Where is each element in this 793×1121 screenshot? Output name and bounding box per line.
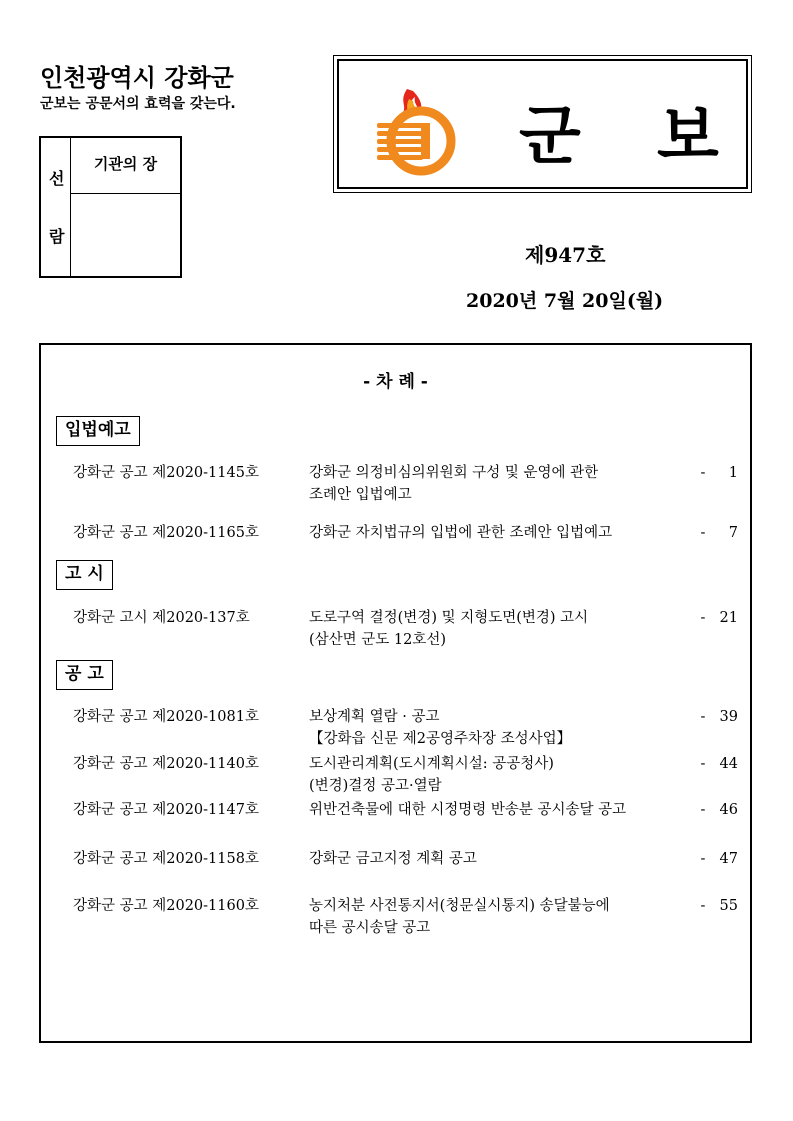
- entry-id: 강화군 공고 제2020-1140호: [73, 756, 259, 772]
- entry-page: 39: [719, 709, 738, 725]
- entry-title-line: 【강화읍 신문 제2공영주차장 조성사업】: [309, 731, 572, 747]
- issue-number: 제947호: [525, 243, 606, 267]
- entry-id: 강화군 공고 제2020-1165호: [73, 525, 259, 541]
- ganghwa-county-emblem-icon: [363, 79, 473, 179]
- table-of-contents: [39, 343, 752, 1043]
- section-heading-notification: 고 시: [56, 560, 113, 590]
- entry-title-line: 강화군 의정비심의위원회 구성 및 운영에 관한: [309, 465, 599, 481]
- entry-title-line: (변경)결정 공고·열람: [309, 778, 442, 794]
- section-heading-announcement: 공 고: [56, 660, 113, 690]
- entry-leader: -: [700, 610, 706, 626]
- entry-title: [309, 706, 701, 750]
- review-label-column: [41, 138, 71, 276]
- organization-name: 인천광역시 강화군: [40, 64, 234, 92]
- entry-page: 47: [719, 851, 738, 867]
- issue-date: 2020년 7월 20일(월): [466, 290, 664, 312]
- entry-title-line: 강화군 금고지정 계획 공고: [309, 851, 477, 867]
- entry-title-line: 도시관리계획(도시계획시설: 공공청사): [309, 756, 554, 772]
- masthead: [333, 55, 752, 193]
- entry-id: 강화군 공고 제2020-1160호: [73, 898, 259, 914]
- entry-id: 강화군 공고 제2020-1158호: [73, 851, 259, 867]
- entry-leader: -: [700, 465, 706, 481]
- toc-title: - 차 례 -: [363, 372, 428, 392]
- entry-title: [309, 848, 701, 870]
- review-box: [39, 136, 182, 278]
- entry-title-line: 강화군 자치법규의 입법에 관한 조례안 입법예고: [309, 525, 613, 541]
- entry-leader: -: [700, 756, 706, 772]
- entry-page: 55: [719, 898, 738, 914]
- entry-title: [309, 607, 701, 651]
- entry-title-line: 보상계획 열람 · 공고: [309, 709, 440, 725]
- entry-title: [309, 895, 701, 939]
- entry-title-line: 조례안 입법예고: [309, 487, 412, 503]
- review-label-char-2: 람: [49, 227, 65, 246]
- entry-title: [309, 753, 701, 797]
- review-head-label: 기관의 장: [71, 138, 180, 194]
- entry-title: [309, 522, 701, 544]
- entry-leader: -: [700, 898, 706, 914]
- masthead-title-char-1: 군: [519, 99, 581, 174]
- masthead-title-char-2: 보: [657, 99, 719, 174]
- entry-title-line: (삼산면 군도 12호선): [309, 632, 447, 648]
- section-heading-legislative-notice: 입법예고: [56, 416, 140, 446]
- entry-id: 강화군 고시 제2020-137호: [73, 610, 250, 626]
- entry-leader: -: [700, 802, 706, 818]
- entry-id: 강화군 공고 제2020-1081호: [73, 709, 259, 725]
- entry-title: [309, 799, 701, 821]
- entry-title-line: 위반건축물에 대한 시정명령 반송분 공시송달 공고: [309, 802, 627, 818]
- entry-page: 7: [728, 525, 738, 541]
- entry-title-line: 농지처분 사전통지서(청문실시통지) 송달불능에: [309, 898, 610, 914]
- entry-page: 44: [719, 756, 738, 772]
- entry-title-line: 도로구역 결정(변경) 및 지형도면(변경) 고시: [309, 610, 589, 626]
- entry-id: 강화군 공고 제2020-1145호: [73, 465, 259, 481]
- entry-title: [309, 462, 701, 506]
- entry-page: 1: [728, 465, 738, 481]
- legal-notice: 군보는 공문서의 효력을 갖는다.: [40, 96, 236, 112]
- entry-leader: -: [700, 851, 706, 867]
- entry-id: 강화군 공고 제2020-1147호: [73, 802, 259, 818]
- entry-title-line: 따른 공시송달 공고: [309, 920, 431, 936]
- entry-leader: -: [700, 525, 706, 541]
- entry-page: 21: [719, 610, 738, 626]
- review-label-char-1: 선: [49, 169, 65, 188]
- entry-page: 46: [719, 802, 738, 818]
- entry-leader: -: [700, 709, 706, 725]
